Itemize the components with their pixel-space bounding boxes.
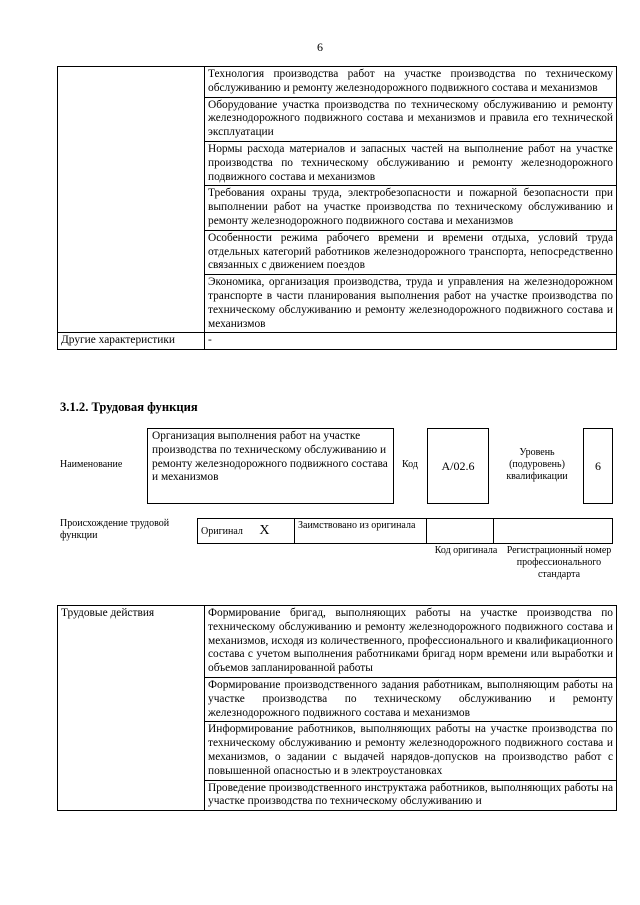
table-row: Нормы расхода материалов и запасных частей на выполнение работ на участке производства по техническому обслуживанию и ремонту железнодорожного подвижного состава и механизмов <box>205 141 617 185</box>
table-row: Формирование производственного задания работникам, выполняющим работы на участке производства по техническому обслуживанию и ремонту железнодорожного подвижного состава и механизмов <box>205 677 617 721</box>
labor-actions-table <box>57 605 617 811</box>
reg-number-cell <box>494 519 613 544</box>
other-characteristics-label: Другие характеристики <box>58 333 205 350</box>
original-cell <box>198 519 295 544</box>
other-characteristics-value: - <box>205 333 617 350</box>
table-row: Проведение производственного инструктажа работников, выполняющих работы на участке производства по техническому обслуживанию и <box>205 780 617 811</box>
table-row: Формирование бригад, выполняющих работы на участке производства по техническому обслуживанию и ремонту железнодорожного подвижного состава и механизмов, исходя из количественного, профессионального и квалификационного состава с учетом выполнения работниками бригад норм времени или выработки и объемов запланированной работы <box>205 606 617 678</box>
level-box <box>583 428 613 504</box>
qualification-level-label: Уровень (подуровень) квалификации <box>506 447 568 482</box>
code-original-cell <box>427 519 494 544</box>
empty-label-cell <box>58 67 205 333</box>
original-mark: X <box>259 523 270 538</box>
table-row: Особенности режима рабочего времени и времени отдыха, условий труда отдельных категорий работников железнодорожного транспорта, непосредственно связанных с движением поездов <box>205 230 617 274</box>
level-value: 6 <box>595 459 601 473</box>
labor-actions-label: Трудовые действия <box>58 606 205 811</box>
function-name-value: Организация выполнения работ на участке производства по техническому обслуживанию и ремонту железнодорожного подвижного состава и механизмов <box>152 430 388 484</box>
table-row: Требования охраны труда, электробезопасности и пожарной безопасности при выполнении работ на участке производства по техническому обслуживанию и ремонту железнодорожного подвижного состава и механизмов <box>205 186 617 230</box>
page-number: 6 <box>317 40 323 54</box>
knowledge-table <box>57 66 617 350</box>
section-heading: 3.1.2. Трудовая функция <box>60 400 198 414</box>
caption-reg-number: Регистрационный номер профессионального стандарта <box>506 545 612 580</box>
table-row: Информирование работников, выполняющих работы на участке производства по техническому обслуживанию и ремонту железнодорожного подвижного состава и механизмов, о задании с выдачей нарядов-допусков на производство работ с повышенной опасностью и в электроустановках <box>205 722 617 780</box>
table-row: Технология производства работ на участке производства по техническому обслуживанию и ремонту железнодорожного подвижного состава и механизмов <box>205 67 617 98</box>
code-value: А/02.6 <box>441 459 475 473</box>
original-label: Оригинал <box>201 526 243 537</box>
caption-code-original: Код оригинала <box>434 545 498 556</box>
table-row: Оборудование участка производства по техническому обслуживанию и ремонту железнодорожного подвижного состава и механизмов и правила его технической эксплуатации <box>205 97 617 141</box>
function-name-box <box>147 428 394 504</box>
origin-table <box>197 518 613 544</box>
borrowed-cell: Заимствовано из оригинала <box>295 519 427 544</box>
origin-label: Происхождение трудовой функции <box>60 518 170 541</box>
code-label: Код <box>402 459 418 470</box>
name-label: Наименование <box>60 459 123 470</box>
table-row: Экономика, организация производства, труда и управления на железнодорожном транспорте в части планирования выполнения работ на участке производства по техническому обслуживанию и ремонту железнодорожного подвижного состава и механизмов <box>205 275 617 333</box>
code-box <box>427 428 489 504</box>
